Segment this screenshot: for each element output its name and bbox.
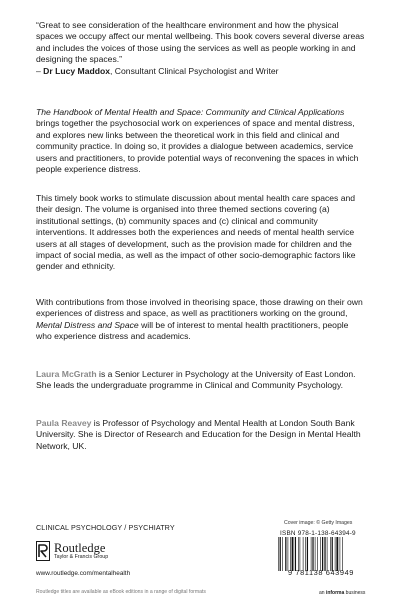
barcode-bar (298, 537, 299, 571)
barcode-bar (336, 537, 338, 571)
barcode-bar (307, 537, 308, 571)
publisher-name: Routledge (54, 541, 106, 555)
author-bio-1 (36, 369, 366, 392)
author-bio-1-body: is a Senior Lecturer in Psychology at the University of East London. She leads the undergraduate programme in Clinical and Community Psychology. (36, 369, 356, 391)
barcode-bar (320, 537, 321, 571)
quote-text: “Great to see consideration of the healthcare environment and how the physical spaces we occupy affect our mental wellbeing. This book covers several diverse areas and includes the voices of those using the services as well as people working in and designing the spaces.” (36, 20, 365, 65)
cover-image-credit: Cover image: © Getty Images (284, 520, 353, 526)
book-title: The Handbook of Mental Health and Space: Community and Clinical Applications (36, 107, 345, 117)
barcode-bar (290, 537, 291, 571)
barcode-bar (311, 537, 312, 571)
barcode-bar (295, 537, 296, 571)
informa-suffix: business (344, 590, 366, 596)
contrib-title: Mental Distress and Space (36, 319, 139, 330)
author-bio-1-text (36, 369, 366, 392)
barcode-bar (282, 537, 283, 571)
publisher-group: Taylor & Francis Group (54, 554, 109, 560)
contributions-paragraph (36, 297, 366, 343)
barcode-bar (327, 537, 328, 571)
ebook-note: Routledge titles are available as eBook editions in a range of digital formats (36, 589, 206, 595)
barcode-bar (332, 537, 333, 571)
author-bio-2-text (36, 418, 366, 452)
informa-brand: informa (325, 590, 345, 596)
author-bio-2-body: is Professor of Psychology and Mental Health at London South Bank University. She is Director of Research and Education for the Design in Mental Health Network, UK. (36, 418, 361, 451)
publisher-website[interactable]: www.routledge.com/mentalhealth (36, 570, 131, 577)
barcode-bar (322, 537, 323, 571)
description-text: This timely book works to stimulate discussion about mental health care spaces and their design. The volume is organised into three themed sections covering (a) institutional settings, (b) community spaces and (c) clinical and community interventions. It addresses both the experiences and needs of mental health service users at all stages of development, such as the provision made for children and the impact of social media, as well as the impact of other socio-demographic factors like gender and ethnicity. (36, 193, 356, 272)
quote-author-role: , Consultant Clinical Psychologist and Writer (110, 65, 279, 76)
barcode-bar (288, 537, 289, 571)
intro-paragraph (36, 107, 366, 175)
author-bio-2 (36, 418, 366, 452)
barcode-bar (300, 537, 301, 571)
intro-text (36, 107, 366, 175)
routledge-r-icon (36, 541, 50, 561)
contributions-text (36, 297, 366, 343)
barcode-bar (312, 537, 313, 571)
barcode-bar (330, 537, 331, 571)
barcode-bar (292, 537, 294, 571)
barcode-digits: 9 781138 643949 (288, 568, 354, 577)
barcode-bar (324, 537, 325, 571)
quote-dash: – (36, 65, 44, 76)
intro-body: brings together the psychosocial work on experiences of space and mental distress, and explores new links between the theoretical work in this field and clinical and community practice. In doing so, it provides a dialogue between academics, service users and practitioners, to provide potential ways of reconvening the spaces in which people experience distress. (36, 118, 359, 175)
informa-business-note (319, 590, 365, 596)
description-paragraph (36, 193, 366, 273)
subject-category: CLINICAL PSYCHOLOGY / PSYCHIATRY (36, 523, 175, 532)
barcode-bar (285, 537, 286, 571)
endorsement-quote (36, 20, 366, 77)
barcode-bar (342, 537, 343, 571)
author-name-2: Paula Reavey (36, 418, 92, 428)
isbn-label: ISBN 978-1-138-64394-9 (280, 530, 356, 537)
quote-attribution (36, 66, 366, 77)
barcode-bar (335, 537, 336, 571)
barcode-bar (278, 537, 279, 571)
author-name-1: Laura McGrath (36, 369, 97, 379)
barcode-bar (317, 537, 318, 571)
quote-author-name: Dr Lucy Maddox (43, 65, 111, 76)
publisher-logo (36, 541, 166, 563)
barcode-bar (315, 537, 316, 571)
informa-prefix: an (319, 590, 326, 596)
barcode-bar (303, 537, 304, 571)
contrib-before: With contributions from those involved in theorising space, those drawing on their own experiences of distress and space, as well as practitioners working on the ground, (36, 297, 363, 319)
contrib-after: will be of interest to mental health practitioners, people who experience distress and academics. (36, 319, 349, 342)
barcode-icon (277, 537, 365, 571)
barcode-bar (280, 537, 281, 571)
barcode-bar (305, 537, 306, 571)
barcode-bar (340, 537, 341, 571)
